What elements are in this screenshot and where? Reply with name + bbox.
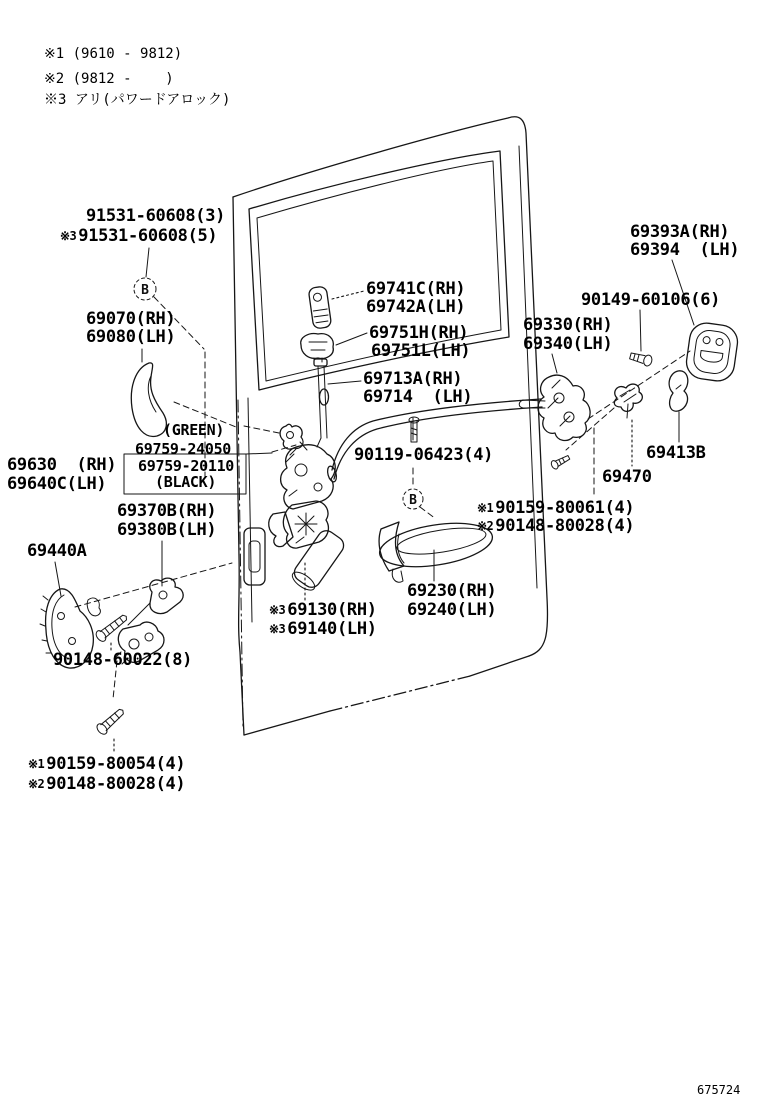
label-69130-number: 69130(RH): [287, 600, 377, 620]
label-90159-80061-number: 90159-80061(4): [495, 498, 635, 518]
label-69759-24050: 69759-24050: [135, 440, 232, 458]
control-rod-69713-drawing: [314, 359, 329, 447]
label-69393a: 69393A(RH): [630, 222, 730, 242]
lock-bezel-69393-drawing: [684, 321, 739, 383]
label-69713a: 69713A(RH): [363, 369, 463, 389]
label-90148-60022: 90148-60022(8): [53, 650, 193, 670]
label-69394: 69394 (LH): [630, 240, 740, 260]
label-91531-60608-5-number: 91531-60608(5): [78, 226, 218, 246]
door-lock-69330-drawing: [519, 375, 590, 440]
label-69714: 69714 (LH): [363, 387, 473, 407]
pull-handle-69070-drawing: [131, 363, 166, 437]
label-90148-80028-lower-number: 90148-80028(4): [46, 774, 186, 794]
label-69751h: 69751H(RH): [369, 323, 469, 343]
label-69340: 69340(LH): [523, 334, 613, 354]
label-91531-60608-5: [60, 228, 217, 245]
figure-number: 675724: [697, 1083, 741, 1097]
label-90159-80061: [477, 500, 634, 517]
lock-knob-69741-drawing: [308, 286, 332, 329]
label-69470: 69470: [602, 467, 652, 487]
note-3: ※3 アリ(パワードアロック): [44, 92, 231, 108]
label-69230: 69230(RH): [407, 581, 497, 601]
fastener-marker-b1: [134, 278, 156, 300]
label-69440a: 69440A: [27, 541, 87, 561]
label-69140-number: 69140(LH): [287, 619, 377, 639]
marker-b2-letter: B: [409, 493, 417, 508]
label-69413b: 69413B: [646, 443, 706, 463]
fastener-marker-b2: [403, 489, 423, 509]
bolt-90148-60022-drawing: [94, 612, 130, 644]
note-ref-1: ※1: [28, 757, 45, 771]
label-90149-60106: 90149-60106(6): [581, 290, 721, 310]
note-ref-1: ※1: [477, 501, 494, 515]
note-ref-2: ※2: [477, 519, 494, 533]
knob-clip-69751-drawing: [301, 334, 334, 362]
label-69070: 69070(RH): [86, 309, 176, 329]
label-69742a: 69742A(LH): [366, 297, 466, 317]
label-69741c: 69741C(RH): [366, 279, 466, 299]
label-91531-60608-3: 91531-60608(3): [86, 206, 226, 226]
label-69640c: 69640C(LH): [7, 474, 107, 494]
label-90148-80028-lower: [28, 776, 185, 793]
label-69370b: 69370B(RH): [117, 501, 217, 521]
screw-90159-80054-drawing: [95, 706, 127, 736]
label-90148-80028-right-number: 90148-80028(4): [495, 516, 635, 536]
screw-90159-80061-drawing: [550, 453, 571, 470]
label-69759-20110: 69759-20110: [138, 457, 235, 475]
control-cable-drawing: [326, 399, 542, 483]
label-69330: 69330(RH): [523, 315, 613, 335]
label-90148-80028-right: [477, 518, 634, 535]
note-ref-2: ※2: [28, 777, 45, 791]
label-69630: 69630 (RH): [7, 455, 117, 475]
note-ref-3: ※3: [269, 622, 286, 636]
label-69751l: 69751L(LH): [371, 341, 471, 361]
label-90159-80054-number: 90159-80054(4): [46, 754, 186, 774]
label-69130: [269, 602, 377, 619]
screw-90149-drawing: [629, 351, 653, 367]
label-90159-80054: [28, 756, 185, 773]
part-69413b-drawing: [669, 371, 688, 411]
note-1: ※1 (9610 - 9812): [44, 46, 183, 62]
label-color-black: (BLACK): [155, 473, 217, 491]
label-69380b: 69380B(LH): [117, 520, 217, 540]
lock-remote-control-69130-drawing: [269, 445, 347, 594]
note-ref-3: ※3: [269, 603, 286, 617]
note-ref-3: ※3: [60, 229, 77, 243]
label-69140: [269, 621, 377, 638]
marker-b1-letter: B: [141, 283, 149, 298]
label-color-green: (GREEN): [163, 421, 225, 439]
note-2: ※2 (9812 - ): [44, 71, 174, 87]
label-69080: 69080(LH): [86, 327, 176, 347]
label-90119-06423: 90119-06423(4): [354, 445, 494, 465]
label-69240: 69240(LH): [407, 600, 497, 620]
part-69470-drawing: [614, 384, 642, 418]
